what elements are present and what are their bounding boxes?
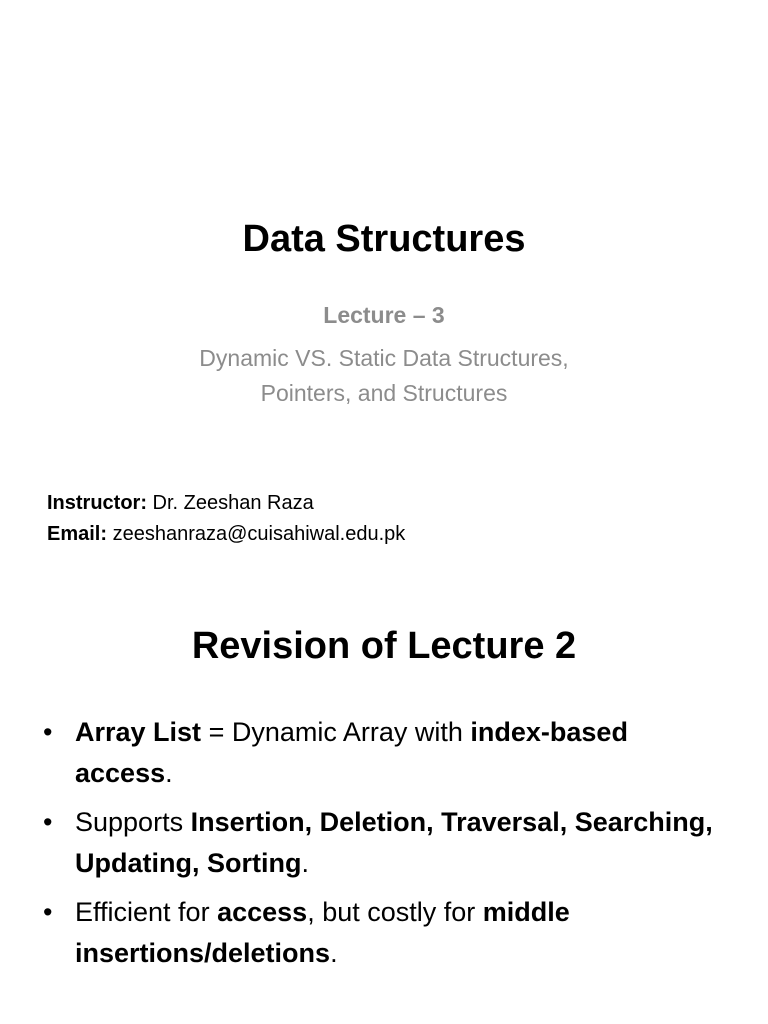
lecture-number: Lecture – 3 xyxy=(323,302,445,328)
bullet-bold-text: index-based access xyxy=(75,717,628,788)
bullet-icon: • xyxy=(43,897,53,927)
bullet-text: Supports xyxy=(75,807,191,837)
bullet-bold-text: Insertion, Deletion, Traversal, Searching, Updating, Sorting xyxy=(75,807,713,878)
deck-title: Data Structures xyxy=(242,218,526,260)
bullet-list xyxy=(40,712,730,982)
bullet-text: , but costly for xyxy=(307,897,483,927)
revision-slide xyxy=(0,600,768,1024)
bullet-text: = Dynamic Array with xyxy=(201,717,471,747)
email-info xyxy=(47,523,405,546)
bullet-text: . xyxy=(330,938,338,968)
bullet-text: . xyxy=(165,758,173,788)
list-item xyxy=(40,712,730,794)
bullet-bold-text: Array List xyxy=(75,717,202,747)
subtitle-line-1: Dynamic VS. Static Data Structures, xyxy=(199,345,569,371)
bullet-bold-text: middle insertions/deletions xyxy=(75,897,570,968)
list-item xyxy=(40,802,730,884)
subtitle-line-2: Pointers, and Structures xyxy=(260,380,508,406)
bullet-icon: • xyxy=(43,717,53,747)
bullet-icon: • xyxy=(43,807,53,837)
email-address: zeeshanraza@cuisahiwal.edu.pk xyxy=(107,523,406,545)
revision-title: Revision of Lecture 2 xyxy=(191,625,577,667)
instructor-info xyxy=(47,492,314,515)
bullet-text: Efficient for xyxy=(75,897,218,927)
list-item xyxy=(40,892,730,974)
email-label: Email: xyxy=(47,523,108,545)
bullet-bold-text: access xyxy=(217,897,308,927)
bullet-text: . xyxy=(301,848,309,878)
instructor-label: Instructor: xyxy=(47,492,147,514)
instructor-name: Dr. Zeeshan Raza xyxy=(147,492,314,514)
